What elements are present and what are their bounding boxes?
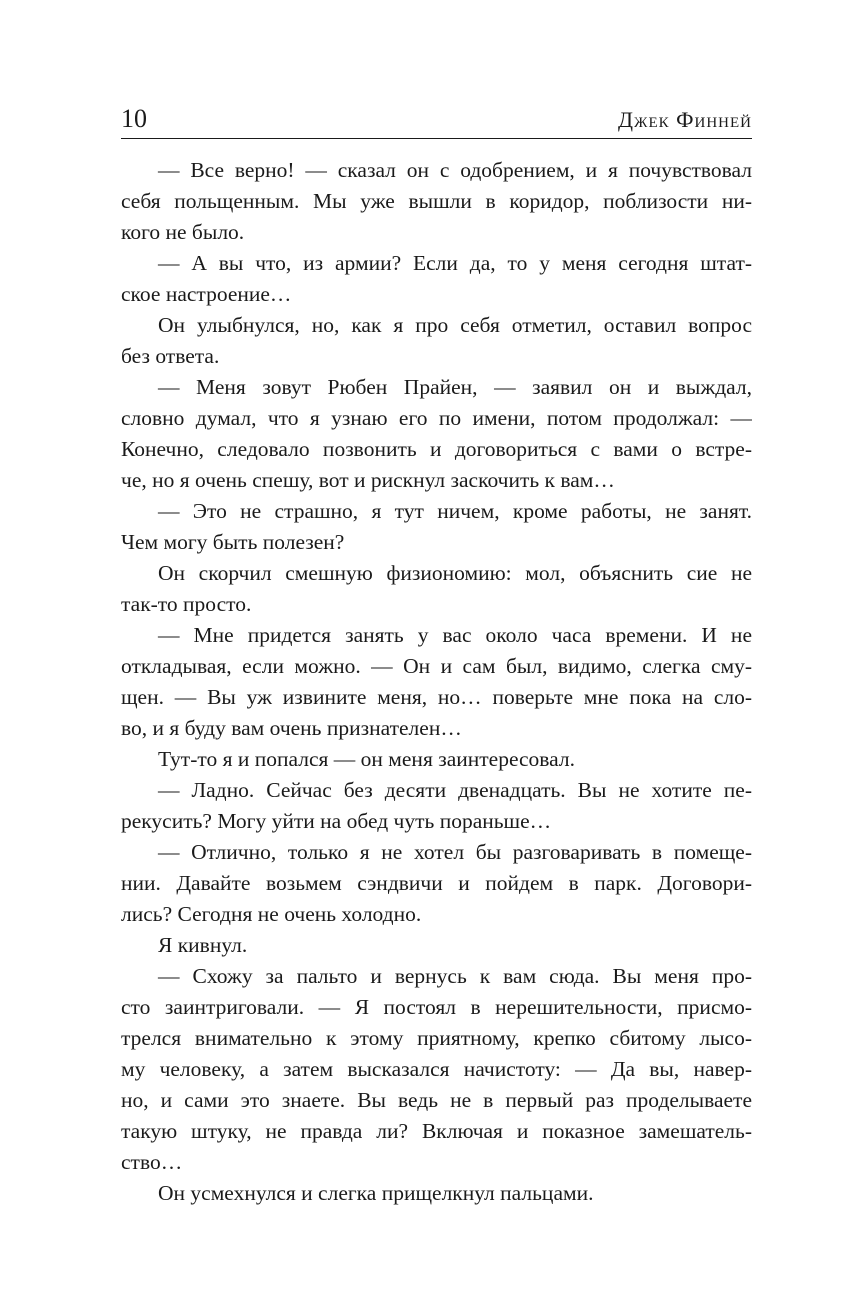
text-line: — Отлично, только я не хотел бы разговаривать в помеще-	[158, 840, 752, 864]
text-line: — Все верно! — сказал он с одобрением, и я почувствовал	[158, 158, 752, 182]
text-line: себя польщенным. Мы уже вышли в коридор, поблизости ни-	[121, 189, 752, 213]
text-line: но, и сами это знаете. Вы ведь не в первый раз проделываете	[121, 1088, 752, 1112]
text-line: ство…	[121, 1150, 183, 1174]
text-line: Он улыбнулся, но, как я про себя отметил, оставил вопрос	[158, 313, 752, 337]
text-line: рекусить? Могу уйти на обед чуть пораньше…	[121, 809, 552, 833]
text-line: Тут-то я и попался — он меня заинтересовал.	[158, 747, 576, 771]
text-line: — Ладно. Сейчас без десяти двенадцать. Вы не хотите пе-	[158, 778, 752, 802]
text-line: щен. — Вы уж извините меня, но… поверьте мне пока на сло-	[121, 685, 752, 709]
text-line: без ответа.	[121, 344, 220, 368]
text-line: кого не было.	[121, 220, 245, 244]
text-line: сто заинтриговали. — Я постоял в нерешительности, присмо-	[121, 995, 752, 1019]
page-body-text	[121, 155, 752, 1209]
text-line: Он усмехнулся и слегка прищелкнул пальцами.	[158, 1181, 594, 1205]
text-line: ское настроение…	[121, 282, 292, 306]
text-line: му человеку, а затем высказался начистоту: — Да вы, навер-	[121, 1057, 752, 1081]
text-line: нии. Давайте возьмем сэндвичи и пойдем в парк. Договори-	[121, 871, 752, 895]
text-line: — А вы что, из армии? Если да, то у меня сегодня штат-	[158, 251, 752, 275]
running-head-author: Джек Финней	[618, 107, 752, 132]
text-line: Я кивнул.	[158, 933, 248, 957]
text-line: откладывая, если можно. — Он и сам был, видимо, слегка сму-	[121, 654, 752, 678]
text-line: во, и я буду вам очень признателен…	[121, 716, 462, 740]
text-line: такую штуку, не правда ли? Включая и показное замешатель-	[121, 1119, 752, 1143]
text-line: словно думал, что я узнаю его по имени, потом продолжал: —	[121, 406, 752, 430]
text-line: че, но я очень спешу, вот и рискнул заскочить к вам…	[121, 468, 615, 492]
text-line: — Меня зовут Рюбен Прайен, — заявил он и выждал,	[158, 375, 752, 399]
text-line: Конечно, следовало позвонить и договориться с вами о встре-	[121, 437, 752, 461]
text-line: Он скорчил смешную физиономию: мол, объяснить сие не	[158, 561, 752, 585]
text-line: — Мне придется занять у вас около часа времени. И не	[158, 623, 752, 647]
text-line: трелся внимательно к этому приятному, крепко сбитому лысо-	[121, 1026, 752, 1050]
text-line: так-то просто.	[121, 592, 252, 616]
page-number: 10	[121, 104, 147, 133]
text-line: лись? Сегодня не очень холодно.	[121, 902, 422, 926]
text-line: — Схожу за пальто и вернусь к вам сюда. Вы меня про-	[158, 964, 752, 988]
text-line: Чем могу быть полезен?	[121, 530, 345, 554]
text-line: — Это не страшно, я тут ничем, кроме работы, не занят.	[158, 499, 752, 523]
page-header	[121, 100, 752, 139]
